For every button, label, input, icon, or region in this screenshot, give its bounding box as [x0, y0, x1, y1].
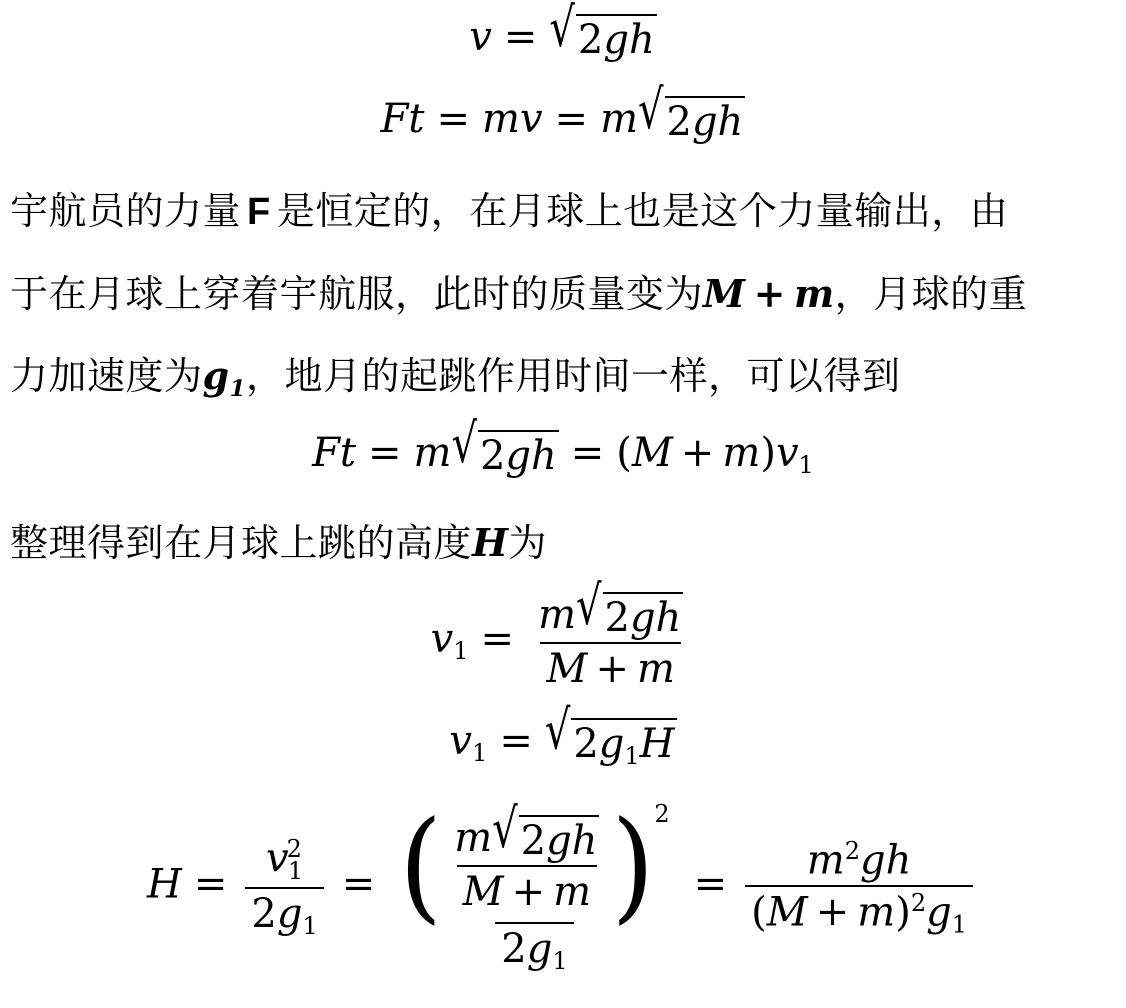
text-segment: ，地月的起跳作用时间一样，可以得到 — [245, 354, 901, 398]
text-segment: 整理得到在月球上跳的高度 — [10, 521, 473, 565]
text-segment: 力加速度为 — [10, 354, 203, 398]
equation-impulse: Ft = mv = m √ 2gh — [380, 79, 744, 145]
equation-v1-sqrt: $v_1$ = √ $2g_1H$ — [449, 699, 675, 771]
equation-v1-fraction: $v_1$ = m √ 2gh M + m — [430, 575, 682, 692]
symbol-H: H — [472, 520, 509, 565]
symbol-g-subscript: 1 — [229, 375, 246, 402]
equation-momentum: Ft = m √ 2gh = $(M + m)v_1$ — [312, 413, 814, 480]
text-segment: 是恒定的，在月球上也是这个力量输出，由 — [276, 189, 1009, 233]
symbol-g: g — [202, 353, 230, 398]
paragraph-line-2 — [10, 263, 1120, 318]
text-segment: 为 — [508, 521, 547, 565]
text-segment: ，月球的重 — [834, 272, 1028, 316]
symbol-M: M — [703, 271, 746, 316]
equation-velocity: v = √ 2gh — [469, 0, 655, 63]
text-segment: 于在月球上穿着宇航服，此时的质量变为 — [10, 272, 704, 316]
equation-height: H = $\frac{v^2_1}{2g_1}$ = ( m √ 2gh M + m )$^2$ $2g_1$ = $\frac{m^2gh}{(M + m)^2g_1}$ — [0, 800, 1126, 975]
paragraph-line-4 — [10, 512, 1120, 567]
paragraph-line-1 — [10, 180, 1120, 235]
symbol-m: m — [793, 271, 835, 316]
paragraph-line-3 — [10, 345, 1120, 402]
symbol-plus: + — [753, 271, 786, 316]
symbol-F: F — [247, 191, 271, 233]
text-segment: 宇航员的力量 — [10, 189, 242, 233]
